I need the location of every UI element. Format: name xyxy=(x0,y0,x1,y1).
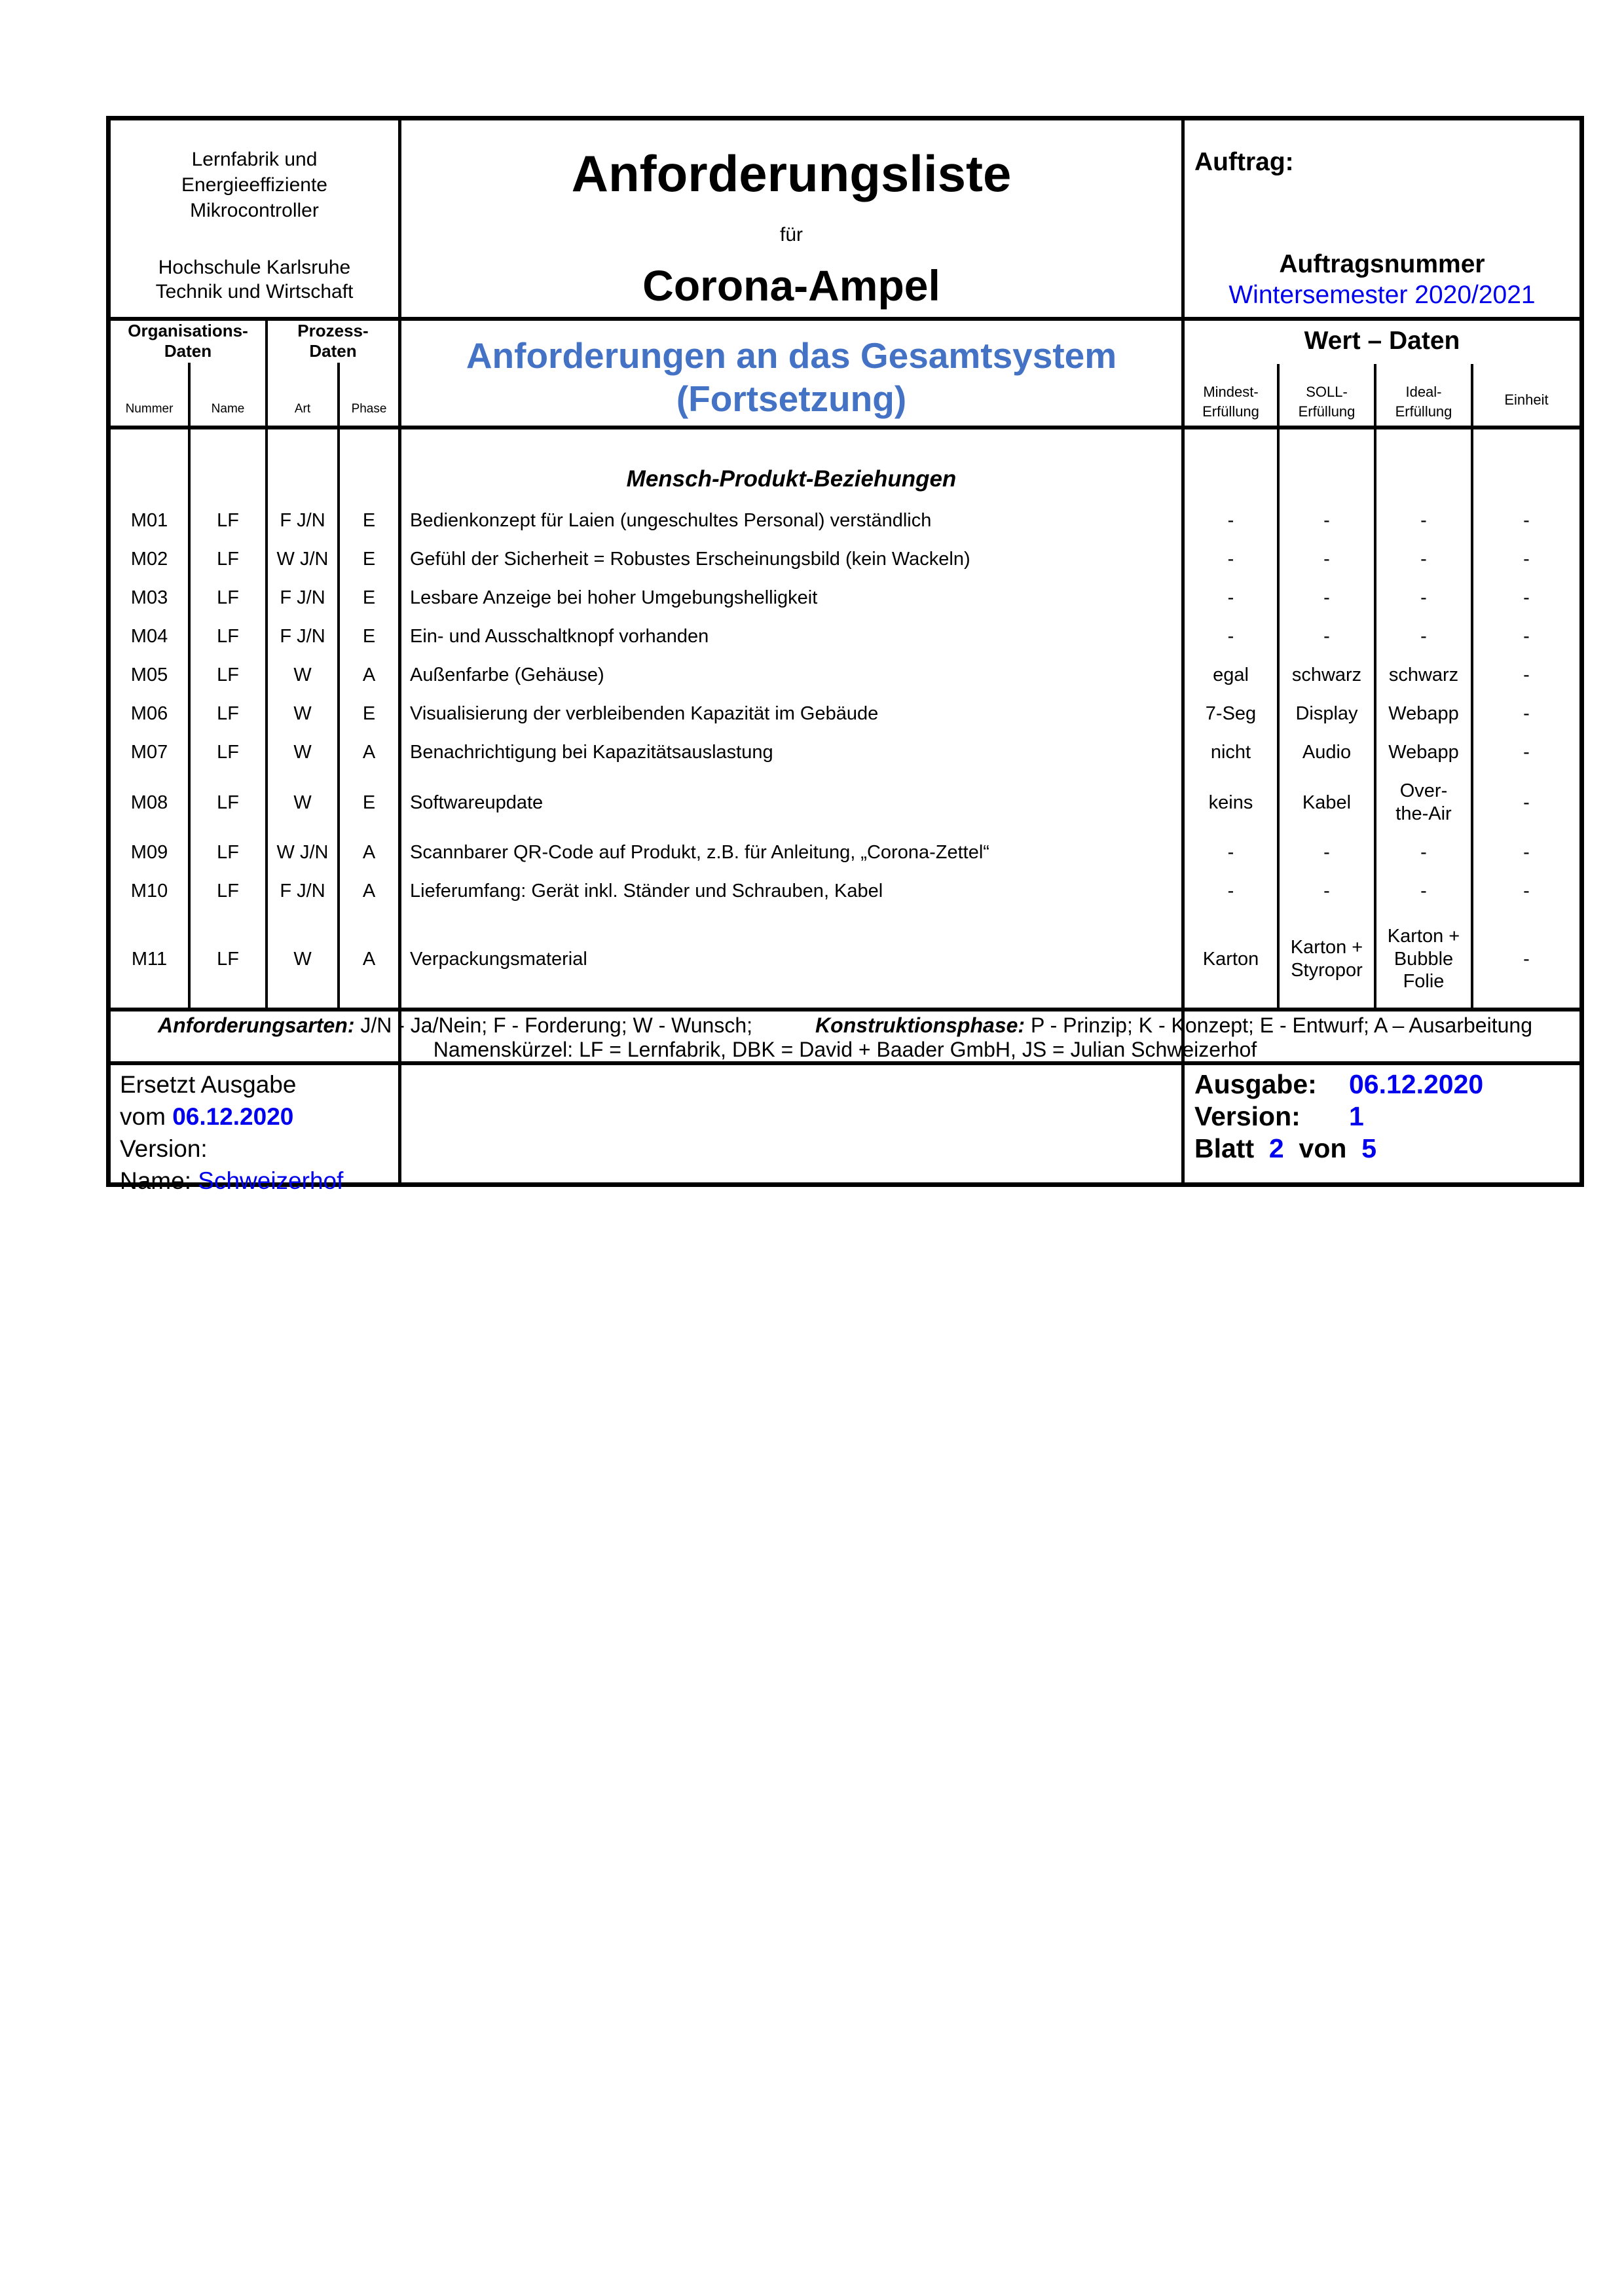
col-phase: Phase xyxy=(351,402,387,416)
cell-nr: M07 xyxy=(130,742,168,763)
cell-einheit: - xyxy=(1523,703,1530,725)
cell-name: LF xyxy=(217,510,239,532)
cell-ideal: - xyxy=(1420,626,1427,647)
cell-nr: M02 xyxy=(130,549,168,570)
cell-name: LF xyxy=(217,703,239,725)
ersetzt-label: Ersetzt Ausgabe xyxy=(120,1071,297,1098)
col-ideal: Ideal- Erfüllung xyxy=(1395,384,1452,420)
cell-min: - xyxy=(1227,510,1234,532)
cell-art: F J/N xyxy=(280,587,325,609)
cell-nr: M03 xyxy=(130,587,168,609)
name-line xyxy=(120,1165,343,1197)
cell-min: - xyxy=(1227,842,1234,864)
cell-ideal: - xyxy=(1420,510,1427,532)
cell-ideal: Karton + Bubble Folie xyxy=(1387,925,1460,993)
legend-arten-text: J/N - Ja/Nein; F - Forderung; W - Wunsch; xyxy=(354,1013,753,1037)
cell-phase: E xyxy=(362,626,376,647)
blatt-label: Blatt xyxy=(1194,1133,1255,1163)
cell-name: LF xyxy=(217,792,239,813)
product-name: Corona-Ampel xyxy=(642,261,940,310)
ausgabe-line xyxy=(1194,1068,1483,1101)
von-label: von xyxy=(1299,1133,1347,1163)
org-line: Energieeffiziente xyxy=(181,174,327,196)
cell-ideal: - xyxy=(1420,842,1427,864)
name-label: Name: xyxy=(120,1167,198,1194)
cell-soll: Audio xyxy=(1302,742,1352,763)
ausgabe-value: 06.12.2020 xyxy=(1349,1069,1484,1099)
cell-einheit: - xyxy=(1523,510,1530,532)
cell-soll: - xyxy=(1323,626,1330,647)
cell-einheit: - xyxy=(1523,587,1530,609)
legend-arten-label: Anforderungsarten: xyxy=(158,1013,355,1037)
cell-desc: Benachrichtigung bei Kapazitätsauslastung xyxy=(410,742,773,763)
vom-date: 06.12.2020 xyxy=(172,1103,294,1130)
cell-desc: Lieferumfang: Gerät inkl. Ständer und Schrauben, Kabel xyxy=(410,881,883,902)
von-value: 5 xyxy=(1361,1133,1377,1163)
requirements-sheet xyxy=(106,116,1584,1194)
cell-art: W xyxy=(293,948,312,970)
blatt-line xyxy=(1194,1133,1483,1165)
version2-value: 1 xyxy=(1349,1101,1364,1131)
version2-line xyxy=(1194,1101,1483,1133)
cell-einheit: - xyxy=(1523,549,1530,570)
cell-phase: A xyxy=(362,881,376,902)
legend-phase-label: Konstruktionsphase: xyxy=(815,1013,1025,1037)
cell-nr: M05 xyxy=(130,665,168,686)
auftrag-label: Auftrag: xyxy=(1194,148,1294,176)
legend-names: Namenskürzel: LF = Lernfabrik, DBK = David + Baader GmbH, JS = Julian Schweizerhof xyxy=(433,1038,1257,1061)
document-title: Anforderungsliste xyxy=(571,145,1012,202)
auftragsnummer-label: Auftragsnummer xyxy=(1279,250,1485,278)
org-block xyxy=(111,147,398,223)
cell-name: LF xyxy=(217,842,239,864)
cell-phase: A xyxy=(362,742,376,763)
col-art: Art xyxy=(294,402,311,416)
vom-line xyxy=(120,1101,343,1133)
cell-einheit: - xyxy=(1523,948,1530,970)
cell-ideal: - xyxy=(1420,549,1427,570)
cell-nr: M04 xyxy=(130,626,168,647)
cell-einheit: - xyxy=(1523,665,1530,686)
footer-right xyxy=(1194,1068,1483,1165)
cell-art: W xyxy=(293,665,312,686)
cell-soll: Karton + Styropor xyxy=(1290,937,1363,981)
cell-min: Karton xyxy=(1202,948,1259,970)
cell-nr: M11 xyxy=(131,948,168,970)
divider xyxy=(111,1008,1579,1011)
cell-nr: M08 xyxy=(130,792,168,813)
cell-min: egal xyxy=(1213,665,1249,686)
fuer-label: für xyxy=(779,224,803,246)
cell-art: F J/N xyxy=(280,626,325,647)
cell-phase: A xyxy=(362,842,376,864)
ausgabe-label: Ausgabe: xyxy=(1194,1069,1317,1099)
cell-min: 7-Seg xyxy=(1205,703,1257,725)
cell-einheit: - xyxy=(1523,742,1530,763)
org-line: Mikrocontroller xyxy=(190,200,319,221)
cell-name: LF xyxy=(217,549,239,570)
cell-min: nicht xyxy=(1210,742,1251,763)
cell-desc: Ein- und Ausschaltknopf vorhanden xyxy=(410,626,709,647)
cell-soll: - xyxy=(1323,587,1330,609)
cell-name: LF xyxy=(217,881,239,902)
cell-min: - xyxy=(1227,549,1234,570)
vom-label: vom xyxy=(120,1103,173,1130)
cell-name: LF xyxy=(217,742,239,763)
section-title xyxy=(401,334,1181,420)
cell-min: keins xyxy=(1208,792,1253,813)
cell-soll: Kabel xyxy=(1302,792,1352,813)
cell-soll: Display xyxy=(1295,703,1358,725)
legend-phase-text: P - Prinzip; K - Konzept; E - Entwurf; A – Ausarbeitung xyxy=(1025,1013,1532,1037)
cell-soll: - xyxy=(1323,510,1330,532)
proc-group-header: Prozess- Daten xyxy=(297,321,369,361)
cell-nr: M09 xyxy=(130,842,168,864)
section-title-line: (Fortsetzung) xyxy=(676,378,907,419)
cell-desc: Verpackungsmaterial xyxy=(410,948,587,970)
name-value: Schweizerhof xyxy=(198,1167,344,1194)
cell-phase: E xyxy=(362,587,376,609)
school-line: Technik und Wirtschaft xyxy=(155,281,354,302)
org-group-header: Organisations- Daten xyxy=(128,321,248,361)
wert-daten-header: Wert – Daten xyxy=(1304,327,1460,355)
cell-ideal: - xyxy=(1420,587,1427,609)
cell-name: LF xyxy=(217,626,239,647)
cell-einheit: - xyxy=(1523,792,1530,813)
cell-phase: E xyxy=(362,792,376,813)
cell-desc: Gefühl der Sicherheit = Robustes Erscheinungsbild (kein Wackeln) xyxy=(410,549,970,570)
cell-ideal: - xyxy=(1420,881,1427,902)
legend xyxy=(111,1013,1579,1062)
cell-soll: schwarz xyxy=(1291,665,1362,686)
cell-art: F J/N xyxy=(280,510,325,532)
version2-label: Version: xyxy=(1194,1101,1301,1131)
cell-nr: M01 xyxy=(130,510,168,532)
cell-nr: M06 xyxy=(130,703,168,725)
cell-art: W J/N xyxy=(276,842,329,864)
cell-min: - xyxy=(1227,881,1234,902)
cell-desc: Scannbarer QR-Code auf Produkt, z.B. für Anleitung, „Corona-Zettel“ xyxy=(410,842,989,863)
cell-einheit: - xyxy=(1523,881,1530,902)
cell-einheit: - xyxy=(1523,842,1530,864)
footer-left xyxy=(120,1068,343,1197)
col-soll: SOLL- Erfüllung xyxy=(1298,384,1356,420)
cell-art: F J/N xyxy=(280,881,325,902)
school-block xyxy=(111,255,398,304)
cell-desc: Außenfarbe (Gehäuse) xyxy=(410,665,604,685)
cell-einheit: - xyxy=(1523,626,1530,647)
col-einheit: Einheit xyxy=(1504,392,1549,408)
cell-name: LF xyxy=(217,665,239,686)
semester: Wintersemester 2020/2021 xyxy=(1228,281,1536,309)
cell-ideal: Over- the-Air xyxy=(1395,780,1452,824)
divider xyxy=(111,426,1579,429)
cell-min: - xyxy=(1227,587,1234,609)
cell-desc: Bedienkonzept für Laien (ungeschultes Personal) verständlich xyxy=(410,510,932,531)
cell-soll: - xyxy=(1323,549,1330,570)
legend-line xyxy=(111,1013,1579,1038)
cell-desc: Softwareupdate xyxy=(410,792,544,813)
cell-phase: E xyxy=(362,510,376,532)
cell-name: LF xyxy=(217,948,239,970)
col-nummer: Nummer xyxy=(125,402,174,416)
col-mindest: Mindest- Erfüllung xyxy=(1202,384,1259,420)
cell-art: W J/N xyxy=(276,549,329,570)
cell-phase: E xyxy=(362,549,376,570)
org-line: Lernfabrik und xyxy=(191,149,318,170)
cell-soll: - xyxy=(1323,881,1330,902)
cell-min: - xyxy=(1227,626,1234,647)
school-line: Hochschule Karlsruhe xyxy=(158,257,351,278)
section-title-line: Anforderungen an das Gesamtsystem xyxy=(466,335,1117,376)
col-name: Name xyxy=(211,402,245,416)
cell-art: W xyxy=(293,742,312,763)
cell-ideal: Webapp xyxy=(1388,742,1459,763)
cell-name: LF xyxy=(217,587,239,609)
cell-nr: M10 xyxy=(130,881,168,902)
blatt-value: 2 xyxy=(1268,1133,1284,1163)
cell-soll: - xyxy=(1323,842,1330,864)
cell-ideal: Webapp xyxy=(1388,703,1459,725)
cell-art: W xyxy=(293,792,312,813)
cell-phase: E xyxy=(362,703,376,725)
cell-desc: Lesbare Anzeige bei hoher Umgebungshelligkeit xyxy=(410,587,818,608)
cell-phase: A xyxy=(362,948,376,970)
cell-desc: Visualisierung der verbleibenden Kapazität im Gebäude xyxy=(410,703,879,724)
cell-art: W xyxy=(293,703,312,725)
cell-phase: A xyxy=(362,665,376,686)
version-label: Version: xyxy=(120,1135,208,1162)
group-subheading: Mensch-Produkt-Beziehungen xyxy=(626,466,957,492)
cell-ideal: schwarz xyxy=(1388,665,1459,686)
